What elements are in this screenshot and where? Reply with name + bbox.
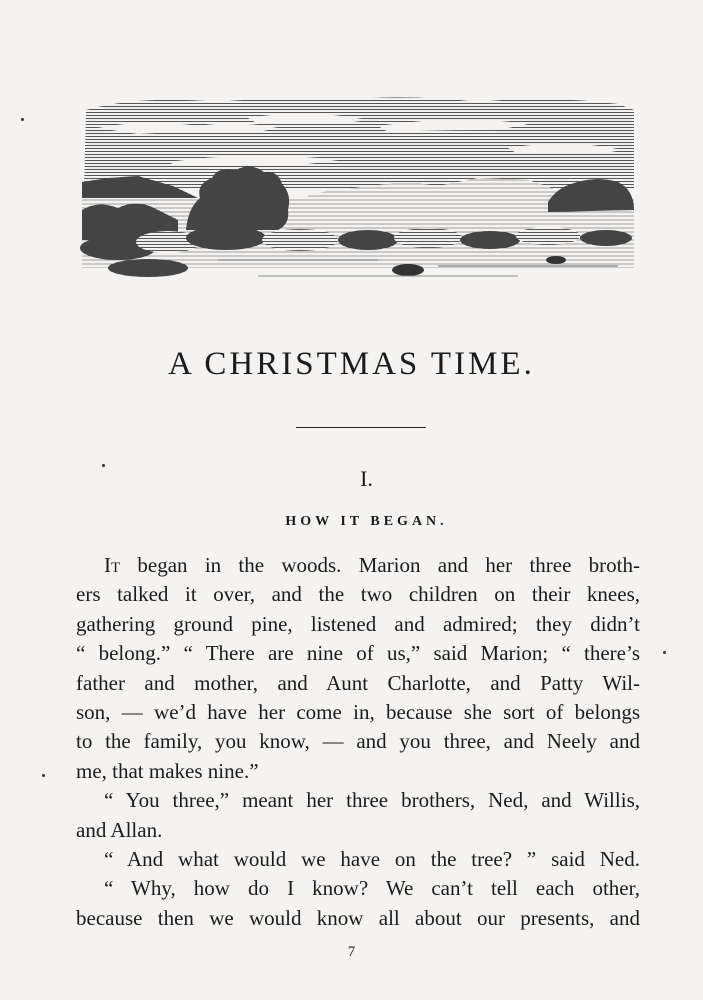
line-text: “ belong.” “ There are nine of us,” said Marion; “ there’s	[76, 641, 640, 666]
text-line	[76, 698, 640, 727]
drop-word: It	[104, 553, 121, 577]
text-line	[76, 874, 640, 903]
line-text: and Allan.	[76, 817, 163, 842]
line-text: gathering ground pine, listened and admired; they didn’t	[76, 611, 640, 636]
line-text: to the family, you know, — and you three, and Neely and	[76, 729, 640, 754]
chapter-title: HOW IT BEGAN.	[285, 514, 448, 529]
text-line	[76, 757, 640, 786]
line-text: because then we would know all about our presents, and	[76, 905, 640, 930]
line-text: “ Why, how do I know? We can’t tell each other,	[104, 876, 640, 901]
line-text: father and mother, and Aunt Charlotte, and Patty Wil-	[76, 670, 640, 695]
line-text: ers talked it over, and the two children on their knees,	[76, 582, 640, 607]
text-line	[76, 610, 640, 639]
line-text: began in the woods. Marion and her three broth-	[120, 553, 640, 577]
chapter-number: I.	[360, 466, 373, 491]
title-divider	[296, 427, 426, 428]
line-text: me, that makes nine.”	[76, 758, 259, 783]
text-line	[76, 551, 640, 580]
page-title: A CHRISTMAS TIME.	[168, 346, 535, 382]
paper-speck	[102, 464, 105, 467]
paper-speck	[21, 118, 24, 121]
text-line	[76, 786, 640, 815]
line-text: “ You three,” meant her three brothers, Ned, and Willis,	[104, 788, 640, 813]
text-line	[76, 816, 640, 845]
text-line	[76, 727, 640, 756]
text-line	[76, 580, 640, 609]
page-number: 7	[347, 944, 356, 960]
chapter-body-text	[76, 551, 640, 933]
paper-speck	[42, 774, 45, 777]
engraved-landscape-illustration	[78, 90, 640, 285]
paper-speck	[663, 651, 666, 654]
text-line	[76, 669, 640, 698]
text-line	[76, 845, 640, 874]
text-line	[76, 904, 640, 933]
line-text: son, — we’d have her come in, because she sort of belongs	[76, 700, 640, 725]
line-text: “ And what would we have on the tree? ” said Ned.	[104, 847, 640, 872]
text-line	[76, 639, 640, 668]
